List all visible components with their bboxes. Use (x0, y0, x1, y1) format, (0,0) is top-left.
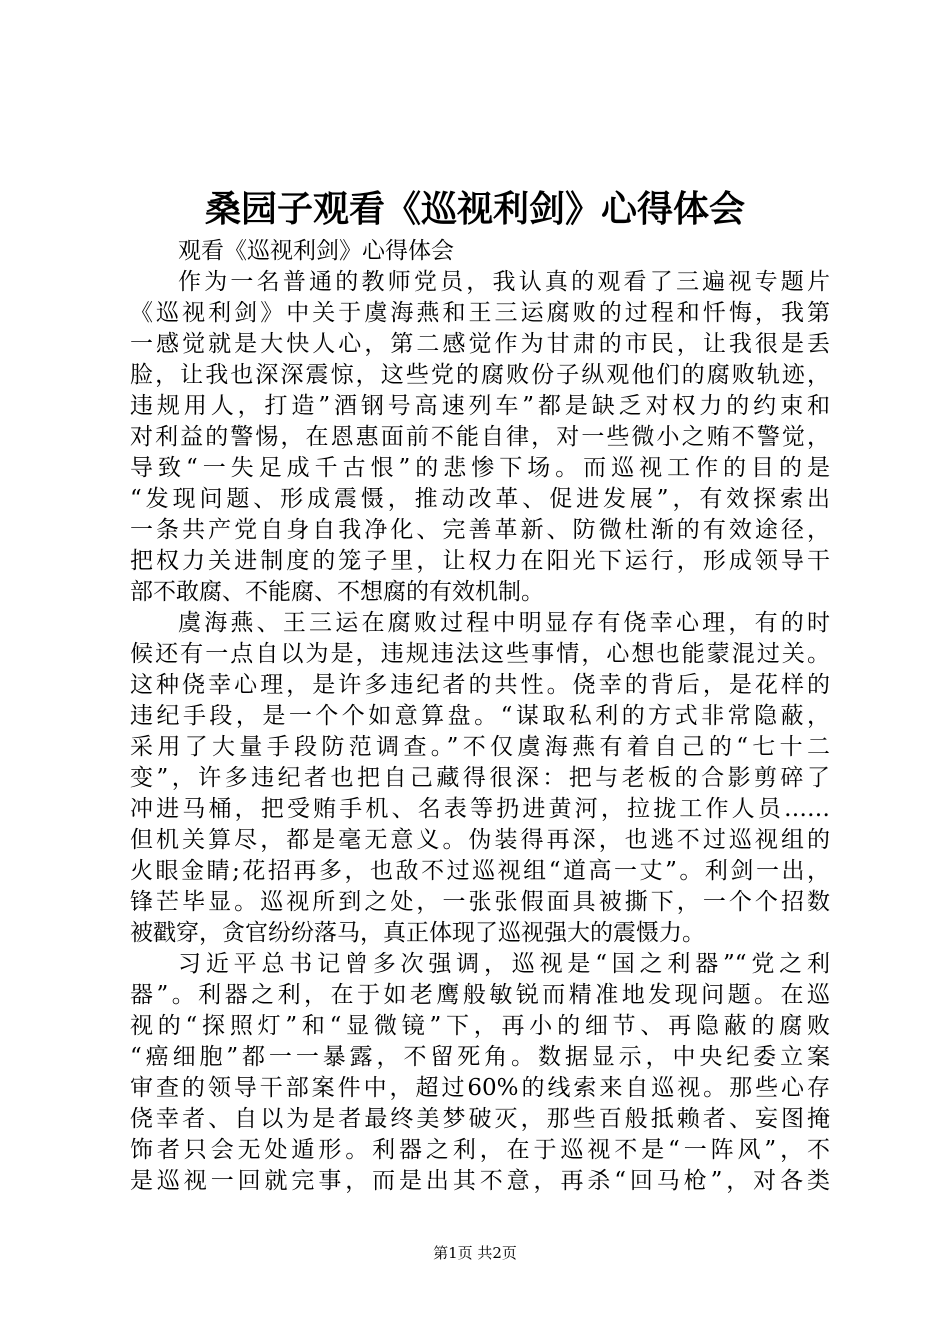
text-line: “发现问题、形成震慑，推动改革、促进发展”，有效探索出 (130, 486, 830, 512)
text-line: 是巡视一回就完事，而是出其不意，再杀“回马枪”，对各类 (130, 1168, 830, 1194)
text-line: 部不敢腐、不能腐、不想腐的有效机制。 (130, 579, 544, 605)
text-line: 被戳穿，贪官纷纷落马，真正体现了巡视强大的震慑力。 (130, 920, 705, 946)
text-line: 一条共产党自身自我净化、完善革新、防微杜渐的有效途径， (130, 517, 830, 543)
document-title: 桑园子观看《巡视利剑》心得体会 (204, 189, 745, 230)
text-line: 对利益的警惕，在恩惠面前不能自律，对一些微小之贿不警觉， (130, 424, 830, 450)
text-line: 违纪手段，是一个个如意算盘。“谋取私利的方式非常隐蔽， (130, 703, 830, 729)
text-line: 把权力关进制度的笼子里，让权力在阳光下运行，形成领导干 (130, 548, 830, 574)
text-line: 一感觉就是大快人心，第二感觉作为甘肃的市民，让我很是丢 (130, 331, 830, 357)
text-line: 作为一名普通的教师党员，我认真的观看了三遍视专题片 (178, 269, 830, 295)
text-line: 习近平总书记曾多次强调，巡视是“国之利器”“党之利 (178, 951, 830, 977)
page-footer: 第1页 共2页 (433, 1244, 517, 1262)
text-line: 器”。利器之利，在于如老鹰般敏锐而精准地发现问题。在巡 (130, 982, 830, 1008)
text-line: 但机关算尽，都是毫无意义。伪装得再深，也逃不过巡视组的 (130, 827, 830, 853)
document-body (130, 236, 830, 1197)
text-line: 冲进马桶，把受贿手机、名表等扔进黄河，拉拢工作人员…… (130, 796, 830, 822)
text-line: 视的“探照灯”和“显微镜”下，再小的细节、再隐蔽的腐败 (130, 1013, 830, 1039)
text-line: 违规用人，打造”酒钢号高速列车”都是缺乏对权力的约束和 (130, 393, 830, 419)
text-line: 饰者只会无处遁形。利器之利，在于巡视不是“一阵风”，不 (130, 1137, 830, 1163)
text-line: 导致“一失足成千古恨”的悲惨下场。而巡视工作的目的是 (130, 455, 830, 481)
text-line: 侥幸者、自以为是者最终美梦破灭，那些百般抵赖者、妄图掩 (130, 1106, 830, 1132)
text-line: 候还有一点自以为是，违规违法这些事情，心想也能蒙混过关。 (130, 641, 830, 667)
text-line: 锋芒毕显。巡视所到之处，一张张假面具被撕下，一个个招数 (130, 889, 830, 915)
text-line: 观看《巡视利剑》心得体会 (178, 238, 454, 264)
text-line: 脸，让我也深深震惊，这些党的腐败份子纵观他们的腐败轨迹， (130, 362, 830, 388)
text-line: 这种侥幸心理，是许多违纪者的共性。侥幸的背后，是花样的 (130, 672, 830, 698)
text-line: 审查的领导干部案件中，超过60%的线索来自巡视。那些心存 (130, 1075, 830, 1101)
text-line: 变”，许多违纪者也把自己藏得很深：把与老板的合影剪碎了 (130, 765, 830, 791)
text-line: “癌细胞”都一一暴露，不留死角。数据显示，中央纪委立案 (130, 1044, 830, 1070)
text-line: 火眼金睛;花招再多，也敌不过巡视组“道高一丈”。利剑一出， (130, 858, 830, 884)
text-line: 采用了大量手段防范调查。”不仅虞海燕有着自己的“七十二 (130, 734, 830, 760)
text-line: 《巡视利剑》中关于虞海燕和王三运腐败的过程和忏悔，我第 (130, 300, 830, 326)
text-line: 虞海燕、王三运在腐败过程中明显存有侥幸心理，有的时 (178, 610, 830, 636)
